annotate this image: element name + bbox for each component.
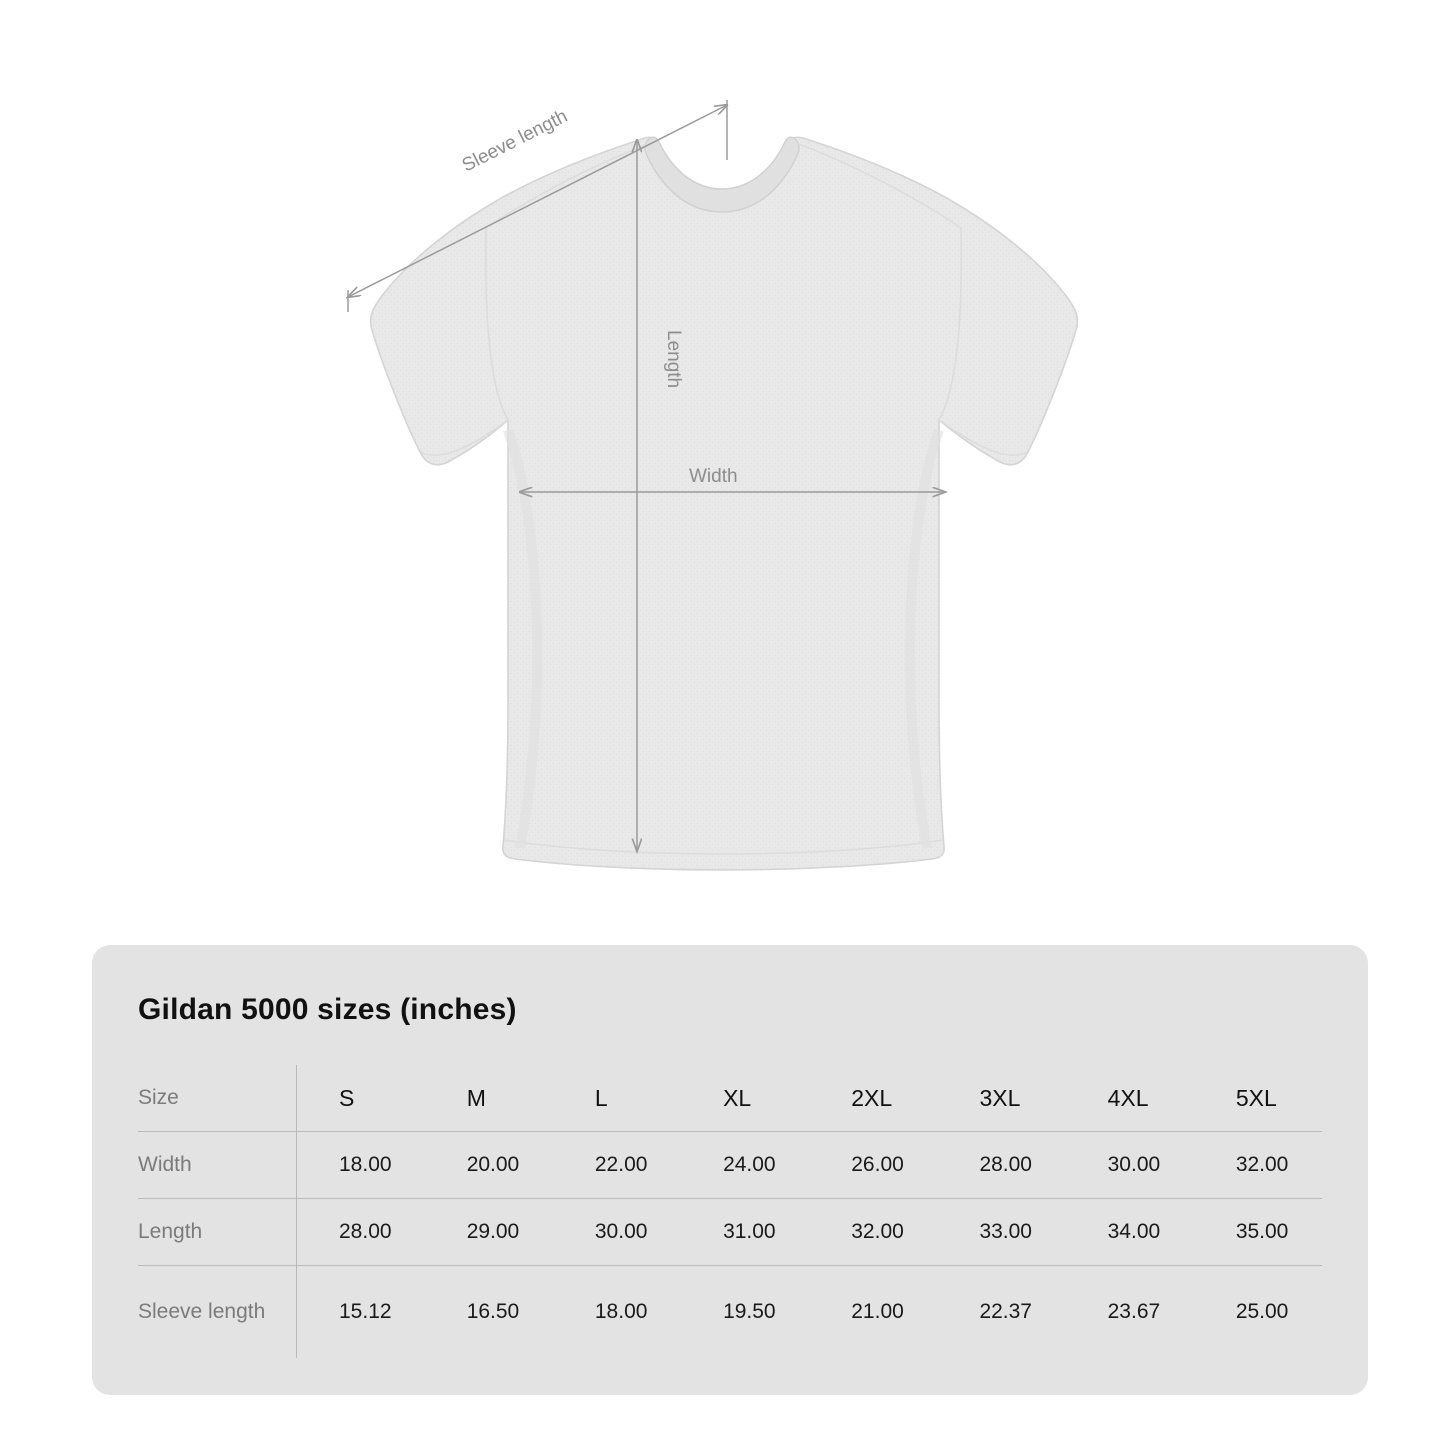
length-label: Length [663,330,684,389]
column-header-2xl: 2XL [851,1084,893,1111]
cell-sleeve-2xl: 21.00 [809,1266,937,1359]
cell-length-l: 30.00 [553,1199,681,1266]
cell-width-xl: 24.00 [681,1132,809,1199]
cell-width-3xl: 28.00 [937,1132,1065,1199]
cell-sleeve-4xl: 23.67 [1066,1266,1194,1359]
tshirt-shape [371,137,1078,870]
cell-length-5xl: 35.00 [1194,1199,1322,1266]
cell-width-s: 18.00 [297,1132,425,1199]
column-header-l: L [594,1084,608,1111]
table-row [138,1199,1322,1266]
row-label-sleeve-length: Sleeve length [138,1266,297,1359]
column-header-size: Size [138,1065,297,1132]
page-title: Gildan 5000 sizes (inches) [138,993,517,1026]
table-row [138,1266,1322,1359]
cell-sleeve-3xl: 22.37 [937,1266,1065,1359]
cell-width-2xl: 26.00 [809,1132,937,1199]
cell-length-s: 28.00 [297,1199,425,1266]
table-header-row [138,1065,1322,1132]
cell-width-m: 20.00 [425,1132,553,1199]
cell-length-m: 29.00 [425,1199,553,1266]
row-label-length: Length [138,1199,297,1266]
column-header-4xl: 4XL [1107,1084,1149,1111]
row-label-width: Width [138,1132,297,1199]
column-header-3xl: 3XL [979,1084,1021,1111]
cell-sleeve-xl: 19.50 [681,1266,809,1359]
cell-sleeve-l: 18.00 [553,1266,681,1359]
cell-length-3xl: 33.00 [937,1199,1065,1266]
cell-length-xl: 31.00 [681,1199,809,1266]
column-header-5xl: 5XL [1235,1084,1277,1111]
column-header-s: S [339,1084,355,1111]
size-chart-card [92,945,1368,1395]
column-header-m: M [466,1084,486,1111]
cell-width-l: 22.00 [553,1132,681,1199]
cell-sleeve-5xl: 25.00 [1194,1266,1322,1359]
cell-sleeve-s: 15.12 [297,1266,425,1359]
cell-width-5xl: 32.00 [1194,1132,1322,1199]
cell-length-2xl: 32.00 [809,1199,937,1266]
cell-sleeve-m: 16.50 [425,1266,553,1359]
width-label: Width [689,466,738,487]
table-row [138,1132,1322,1199]
column-header-xl: XL [723,1084,752,1111]
cell-width-4xl: 30.00 [1066,1132,1194,1199]
cell-length-4xl: 34.00 [1066,1199,1194,1266]
size-table [138,1065,1322,1358]
sleeve-length-label: Sleeve length [458,105,572,177]
